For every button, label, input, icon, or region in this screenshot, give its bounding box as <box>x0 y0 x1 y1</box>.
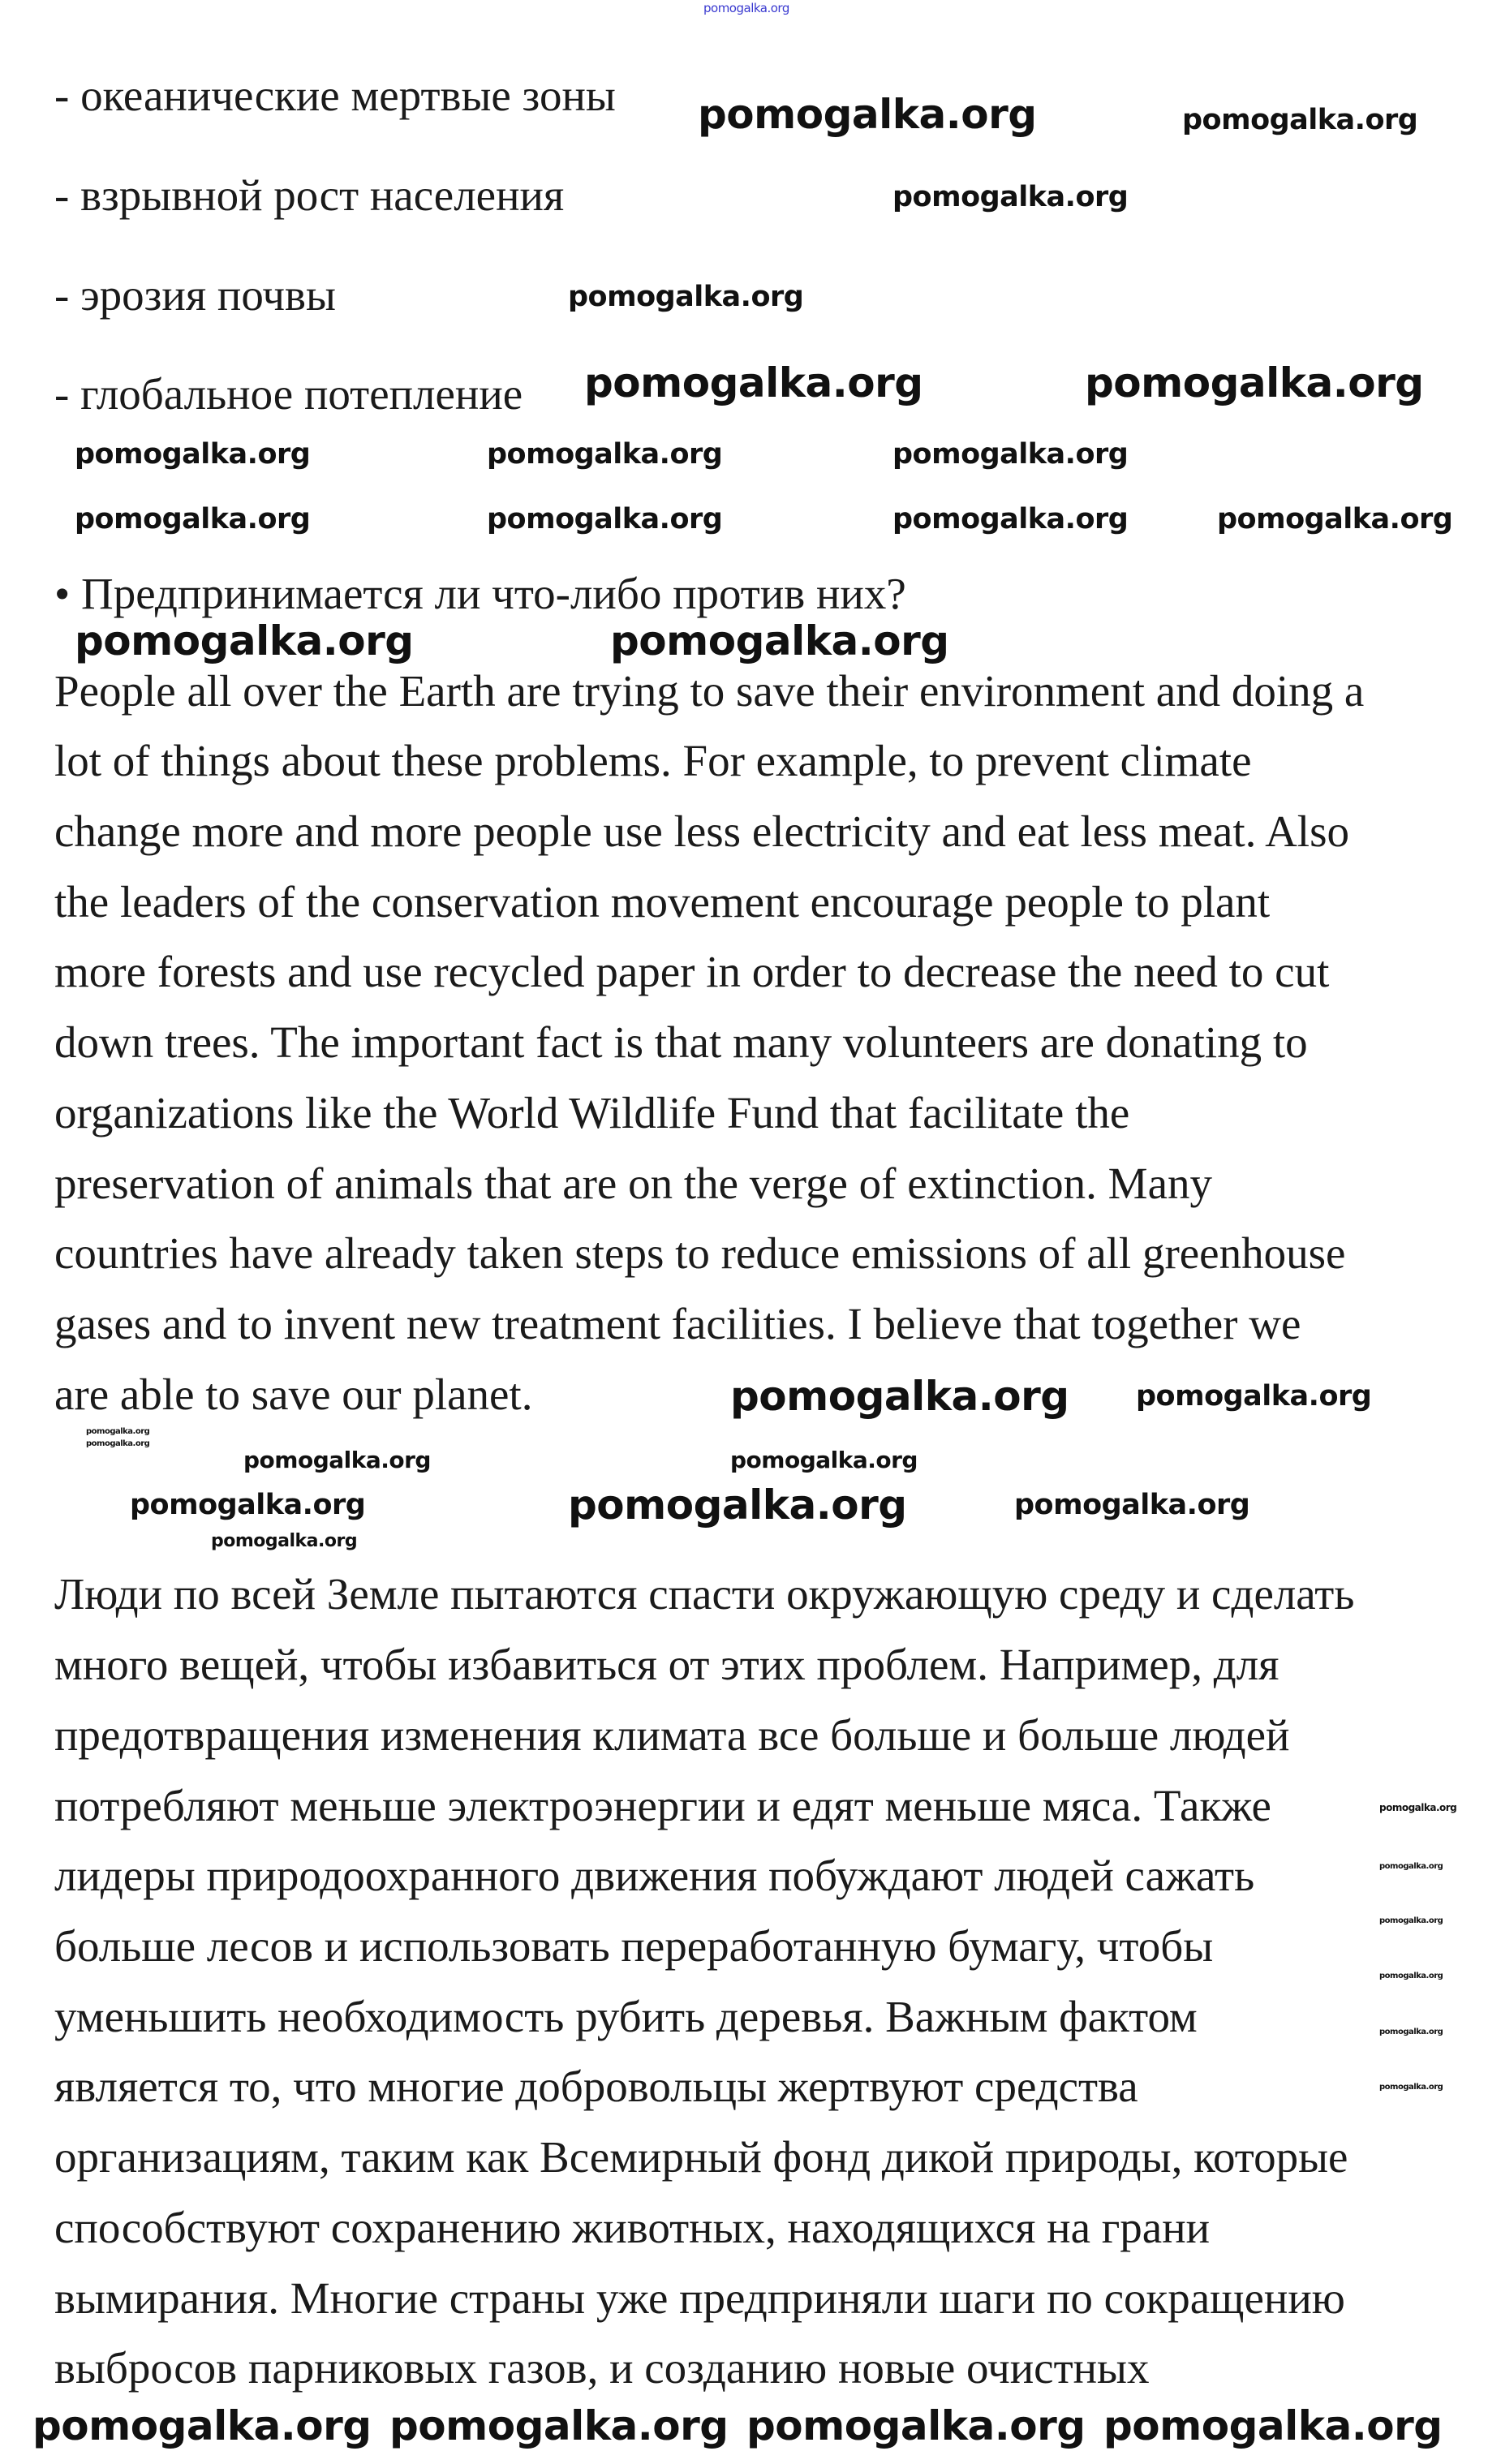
watermark: pomogalka.org <box>1085 359 1424 406</box>
watermark: pomogalka.org <box>1014 1488 1250 1521</box>
watermark: pomogalka.org <box>568 1481 907 1529</box>
problem-item: - глобальное потепление <box>54 369 523 419</box>
watermark: pomogalka.org <box>487 502 723 535</box>
problem-item: - океанические мертвые зоны <box>54 71 616 120</box>
russian-text-line: потребляют меньше электроэнергии и едят меньше мяса. Также <box>54 1781 1271 1830</box>
watermark: pomogalka.org <box>892 180 1129 213</box>
watermark: pomogalka.org <box>1217 502 1453 535</box>
russian-text-line: уменьшить необходимость рубить деревья. Важным фактом <box>54 1992 1198 2041</box>
russian-text-line: предотвращения изменения климата все больше и больше людей <box>54 1710 1290 1760</box>
russian-text-line: вымирания. Многие страны уже предприняли шаги по сокращению <box>54 2273 1345 2323</box>
watermark: pomogalka.org <box>75 437 311 471</box>
problem-item: - эрозия почвы <box>54 270 336 320</box>
watermark: pomogalka.org <box>487 437 723 471</box>
russian-text-line: лидеры природоохранного движения побуждают людей сажать <box>54 1851 1255 1900</box>
watermark: pomogalka.org <box>32 2402 372 2449</box>
watermark: pomogalka.org <box>1379 1916 1443 1925</box>
problem-item: - взрывной рост населения <box>54 170 565 220</box>
watermark: pomogalka.org <box>1182 103 1418 136</box>
watermark: pomogalka.org <box>1379 2028 1443 2036</box>
watermark: pomogalka.org <box>892 437 1129 471</box>
english-text-line: People all over the Earth are trying to save their environment and doing a <box>54 666 1365 716</box>
watermark: pomogalka.org <box>584 359 923 406</box>
watermark: pomogalka.org <box>86 1427 150 1436</box>
watermark: pomogalka.org <box>75 617 414 664</box>
watermark: pomogalka.org <box>130 1488 366 1521</box>
english-text-line: preservation of animals that are on the verge of extinction. Many <box>54 1159 1212 1208</box>
watermark: pomogalka.org <box>730 1373 1069 1420</box>
english-text-line: gases and to invent new treatment facilities. I believe that together we <box>54 1299 1301 1348</box>
russian-text-line: много вещей, чтобы избавиться от этих проблем. Например, для <box>54 1640 1280 1689</box>
english-text-line: are able to save our planet. <box>54 1370 533 1419</box>
watermark: pomogalka.org <box>389 2402 729 2449</box>
watermark: pomogalka.org <box>1379 1862 1443 1871</box>
question-heading: • Предпринимается ли что-либо против них? <box>54 569 906 618</box>
watermark: pomogalka.org <box>1379 1802 1457 1813</box>
english-text-line: down trees. The important fact is that many volunteers are donating to <box>54 1017 1308 1067</box>
watermark: pomogalka.org <box>892 502 1129 535</box>
watermark: pomogalka.org <box>730 1447 918 1473</box>
english-text-line: change more and more people use less electricity and eat less meat. Also <box>54 806 1349 856</box>
russian-text-line: Люди по всей Земле пытаются спасти окружающую среду и сделать <box>54 1569 1355 1619</box>
english-text-line: the leaders of the conservation movement encourage people to plant <box>54 877 1271 927</box>
header-watermark: pomogalka.org <box>703 0 789 15</box>
watermark: pomogalka.org <box>211 1531 358 1551</box>
watermark: pomogalka.org <box>1379 1972 1443 1980</box>
english-text-line: lot of things about these problems. For example, to prevent climate <box>54 736 1252 785</box>
watermark: pomogalka.org <box>568 280 804 313</box>
english-text-line: countries have already taken steps to reduce emissions of all greenhouse <box>54 1228 1346 1278</box>
watermark: pomogalka.org <box>75 502 311 535</box>
russian-text-line: является то, что многие добровольцы жертвуют средства <box>54 2062 1138 2111</box>
english-text-line: more forests and use recycled paper in order to decrease the need to cut <box>54 947 1330 996</box>
watermark: pomogalka.org <box>698 91 1037 138</box>
watermark: pomogalka.org <box>610 617 949 664</box>
watermark: pomogalka.org <box>243 1447 431 1473</box>
watermark: pomogalka.org <box>1379 2083 1443 2092</box>
russian-text-line: способствуют сохранению животных, находящихся на грани <box>54 2203 1211 2252</box>
watermark: pomogalka.org <box>86 1439 150 1448</box>
watermark: pomogalka.org <box>1103 2402 1443 2449</box>
russian-text-line: больше лесов и использовать переработанную бумагу, чтобы <box>54 1921 1214 1971</box>
watermark: pomogalka.org <box>1136 1379 1372 1413</box>
english-text-line: organizations like the World Wildlife Fund that facilitate the <box>54 1088 1130 1137</box>
watermark: pomogalka.org <box>746 2402 1086 2449</box>
russian-text-line: организациям, таким как Всемирный фонд дикой природы, которые <box>54 2132 1348 2182</box>
russian-text-line: выбросов парниковых газов, и созданию новые очистных <box>54 2343 1150 2393</box>
